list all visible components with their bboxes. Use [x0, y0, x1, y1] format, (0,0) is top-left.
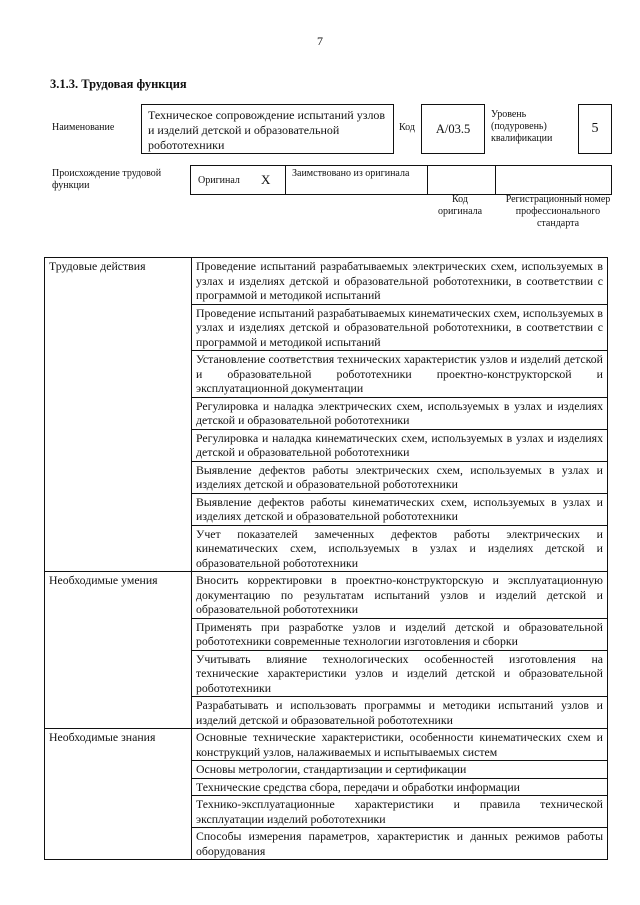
borrowed-label: Заимствовано из оригинала [292, 168, 410, 179]
level-label: Уровень (подуровень) квалификации [491, 109, 553, 144]
page-number: 7 [317, 34, 323, 48]
original-label: Оригинал [198, 175, 240, 186]
item-cell: Выявление дефектов работы электрических схем, используемых в узлах и изделиях детской и образовательной робототехники [192, 461, 608, 493]
code-original-cell [428, 166, 496, 194]
item-cell: Применять при разработке узлов и изделий детской и образовательной робототехники современные технологии изготовления и сборки [192, 618, 608, 650]
item-cell: Способы измерения параметров, характеристик и данных режимов работы оборудования [192, 828, 608, 860]
category-cell: Необходимые знания [45, 729, 192, 860]
category-cell: Трудовые действия [45, 258, 192, 572]
origin-label: Происхождение трудовой функции [52, 168, 162, 191]
item-cell: Регулировка и наладка кинематических схем, используемых в узлах и изделиях детской и образовательной робототехники [192, 429, 608, 461]
section-title: 3.1.3. Трудовая функция [50, 77, 187, 91]
borrowed-cell [286, 166, 428, 194]
table-row [45, 572, 608, 619]
code-label: Код [399, 122, 415, 133]
table-row [45, 729, 608, 761]
code-original-label: Код оригинала [437, 194, 483, 217]
item-cell: Технико-эксплуатационные характеристики и правила технической эксплуатации изделий робототехники [192, 796, 608, 828]
level-value: 5 [578, 104, 612, 154]
reg-number-cell [496, 166, 611, 194]
item-cell: Выявление дефектов работы кинематических схем, используемых в узлах и изделиях детской и образовательной робототехники [192, 493, 608, 525]
item-cell: Основные технические характеристики, особенности кинематических схем и конструкций узлов, налаживаемых и испытываемых систем [192, 729, 608, 761]
original-cell [191, 166, 286, 194]
name-value: Техническое сопровождение испытаний узлов и изделий детской и образовательной робототехники [141, 104, 394, 154]
name-label: Наименование [52, 122, 115, 133]
item-cell: Проведение испытаний разрабатываемых электрических схем, используемых в узлах и изделиях детской и образовательной робототехники, в соответствии с программой и методикой испытаний [192, 258, 608, 305]
category-cell: Необходимые умения [45, 572, 192, 729]
code-value: A/03.5 [421, 104, 485, 154]
item-cell: Проведение испытаний разрабатываемых кинематических схем, используемых в узлах и изделиях детской и образовательной робототехники, в соответствии с программой и методикой испытаний [192, 304, 608, 351]
original-mark: X [261, 172, 271, 187]
item-cell: Основы метрологии, стандартизации и сертификации [192, 761, 608, 779]
reg-number-label: Регистрационный номер профессионального стандарта [505, 194, 611, 229]
item-cell: Учет показателей замеченных дефектов работы электрических и кинематических схем, используемых в узлах и изделиях детской и образовательной робототехники [192, 525, 608, 572]
item-cell: Вносить корректировки в проектно-конструкторскую и эксплуатационную документацию по результатам испытаний узлов и изделий детской и образовательной робототехники [192, 572, 608, 619]
item-cell: Регулировка и наладка электрических схем, используемых в узлах и изделиях детской и образовательной робототехники [192, 397, 608, 429]
functions-table [44, 257, 608, 860]
item-cell: Технические средства сбора, передачи и обработки информации [192, 778, 608, 796]
item-cell: Разрабатывать и использовать программы и методики испытаний узлов и изделий детской и образовательной робототехники [192, 697, 608, 729]
table-row [45, 258, 608, 305]
item-cell: Установление соответствия технических характеристик узлов и изделий детской и образовательной робототехники проектно-конструкторской и эксплуатационной документации [192, 351, 608, 398]
origin-row [190, 165, 612, 195]
item-cell: Учитывать влияние технологических особенностей изготовления на технические характеристики узлов и изделий детской и образовательной робототехники [192, 650, 608, 697]
